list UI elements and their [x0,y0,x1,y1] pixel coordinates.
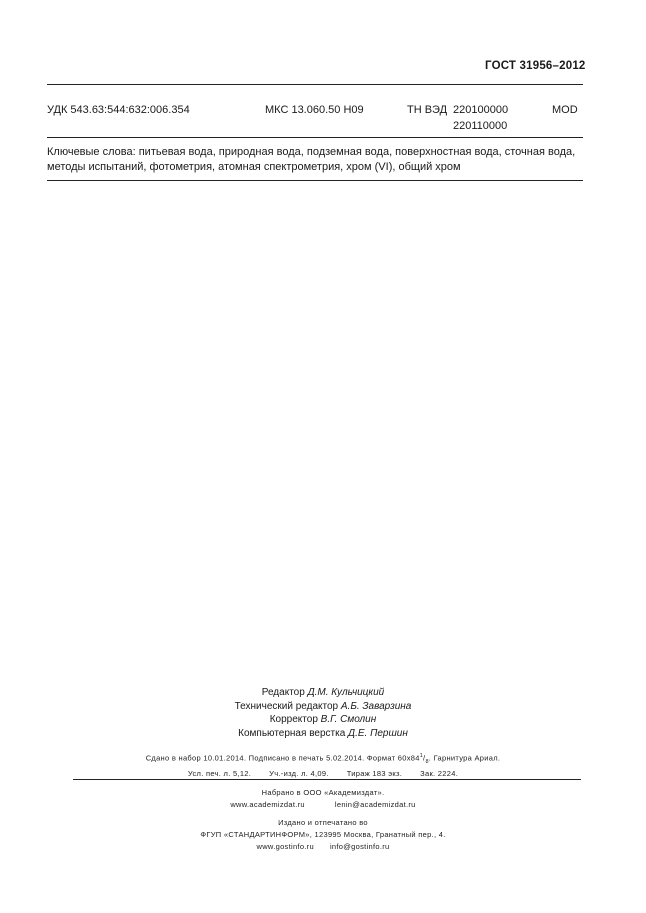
credit-proofreader [0,713,646,727]
credit-tech-editor [0,700,646,714]
mod-label: MOD [552,104,578,116]
credit-editor [0,686,646,700]
academizdat-site: www.academizdat.ru [230,800,305,809]
tn-ved-code-2: 220110000 [453,120,508,132]
footer-rule [73,779,581,780]
udk-code: УДК 543.63:544:632:006.354 [47,104,190,116]
academizdat-contacts [0,799,646,811]
keywords-line-1: Ключевые слова: питьевая вода, природная вода, подземная вода, поверхностная вода, сточная вода, [47,146,576,158]
tn-ved-code-1: 220100000 [453,104,509,116]
credit-name: Д.М. Кульчицкий [307,687,385,698]
credit-name: Д.Е. Першин [348,727,408,739]
gostinfo-site: www.gostinfo.ru [256,842,314,851]
credit-role: Компьютерная верстка [238,727,346,739]
gostinfo-contacts [0,841,646,853]
publisher-block [0,787,646,853]
academizdat-email: lenin@academizdat.ru [334,800,416,809]
credits-block [0,686,646,740]
credit-name: В.Г. Смолин [320,714,377,725]
credit-name: А.Б. Заварзина [340,700,412,712]
typeset-line: Набрано в ООО «Академиздат». [261,788,385,797]
keywords-line-2: методы испытаний, фотометрия, атомная спектрометрия, хром (VI), общий хром [47,161,461,173]
keywords-rule [47,180,583,181]
publisher-address: ФГУП «СТАНДАРТИНФОРМ», 123995 Москва, Гранатный пер., 4. [200,830,446,839]
gostinfo-email: info@gostinfo.ru [329,842,390,851]
mks-code: МКС 13.060.50 Н09 [265,104,364,116]
credit-layout [0,727,646,741]
header-rule [47,84,583,85]
classification-rule [47,137,583,138]
tn-ved-label: ТН ВЭД [407,104,448,116]
print-info [0,750,646,780]
credit-role: Редактор [261,687,305,698]
print-info-line-2: Усл. печ. л. 5,12. Уч.-изд. л. 4,09. Тираж 183 экз. Зак. 2224. [187,769,459,778]
print-info-line-1: Сдано в набор 10.01.2014. Подписано в печать 5.02.2014. Формат $60x84^1/_8$. Гарнитура Ариал. [145,753,501,765]
keywords [47,145,587,175]
printed-line: Издано и отпечатано во [278,818,368,827]
credit-role: Корректор [269,714,318,725]
credit-role: Технический редактор [234,700,339,712]
format-fraction-num: 1 [419,753,424,759]
standard-number: ГОСТ 31956–2012 [485,60,586,72]
format-fraction-den: 8 [425,759,429,765]
